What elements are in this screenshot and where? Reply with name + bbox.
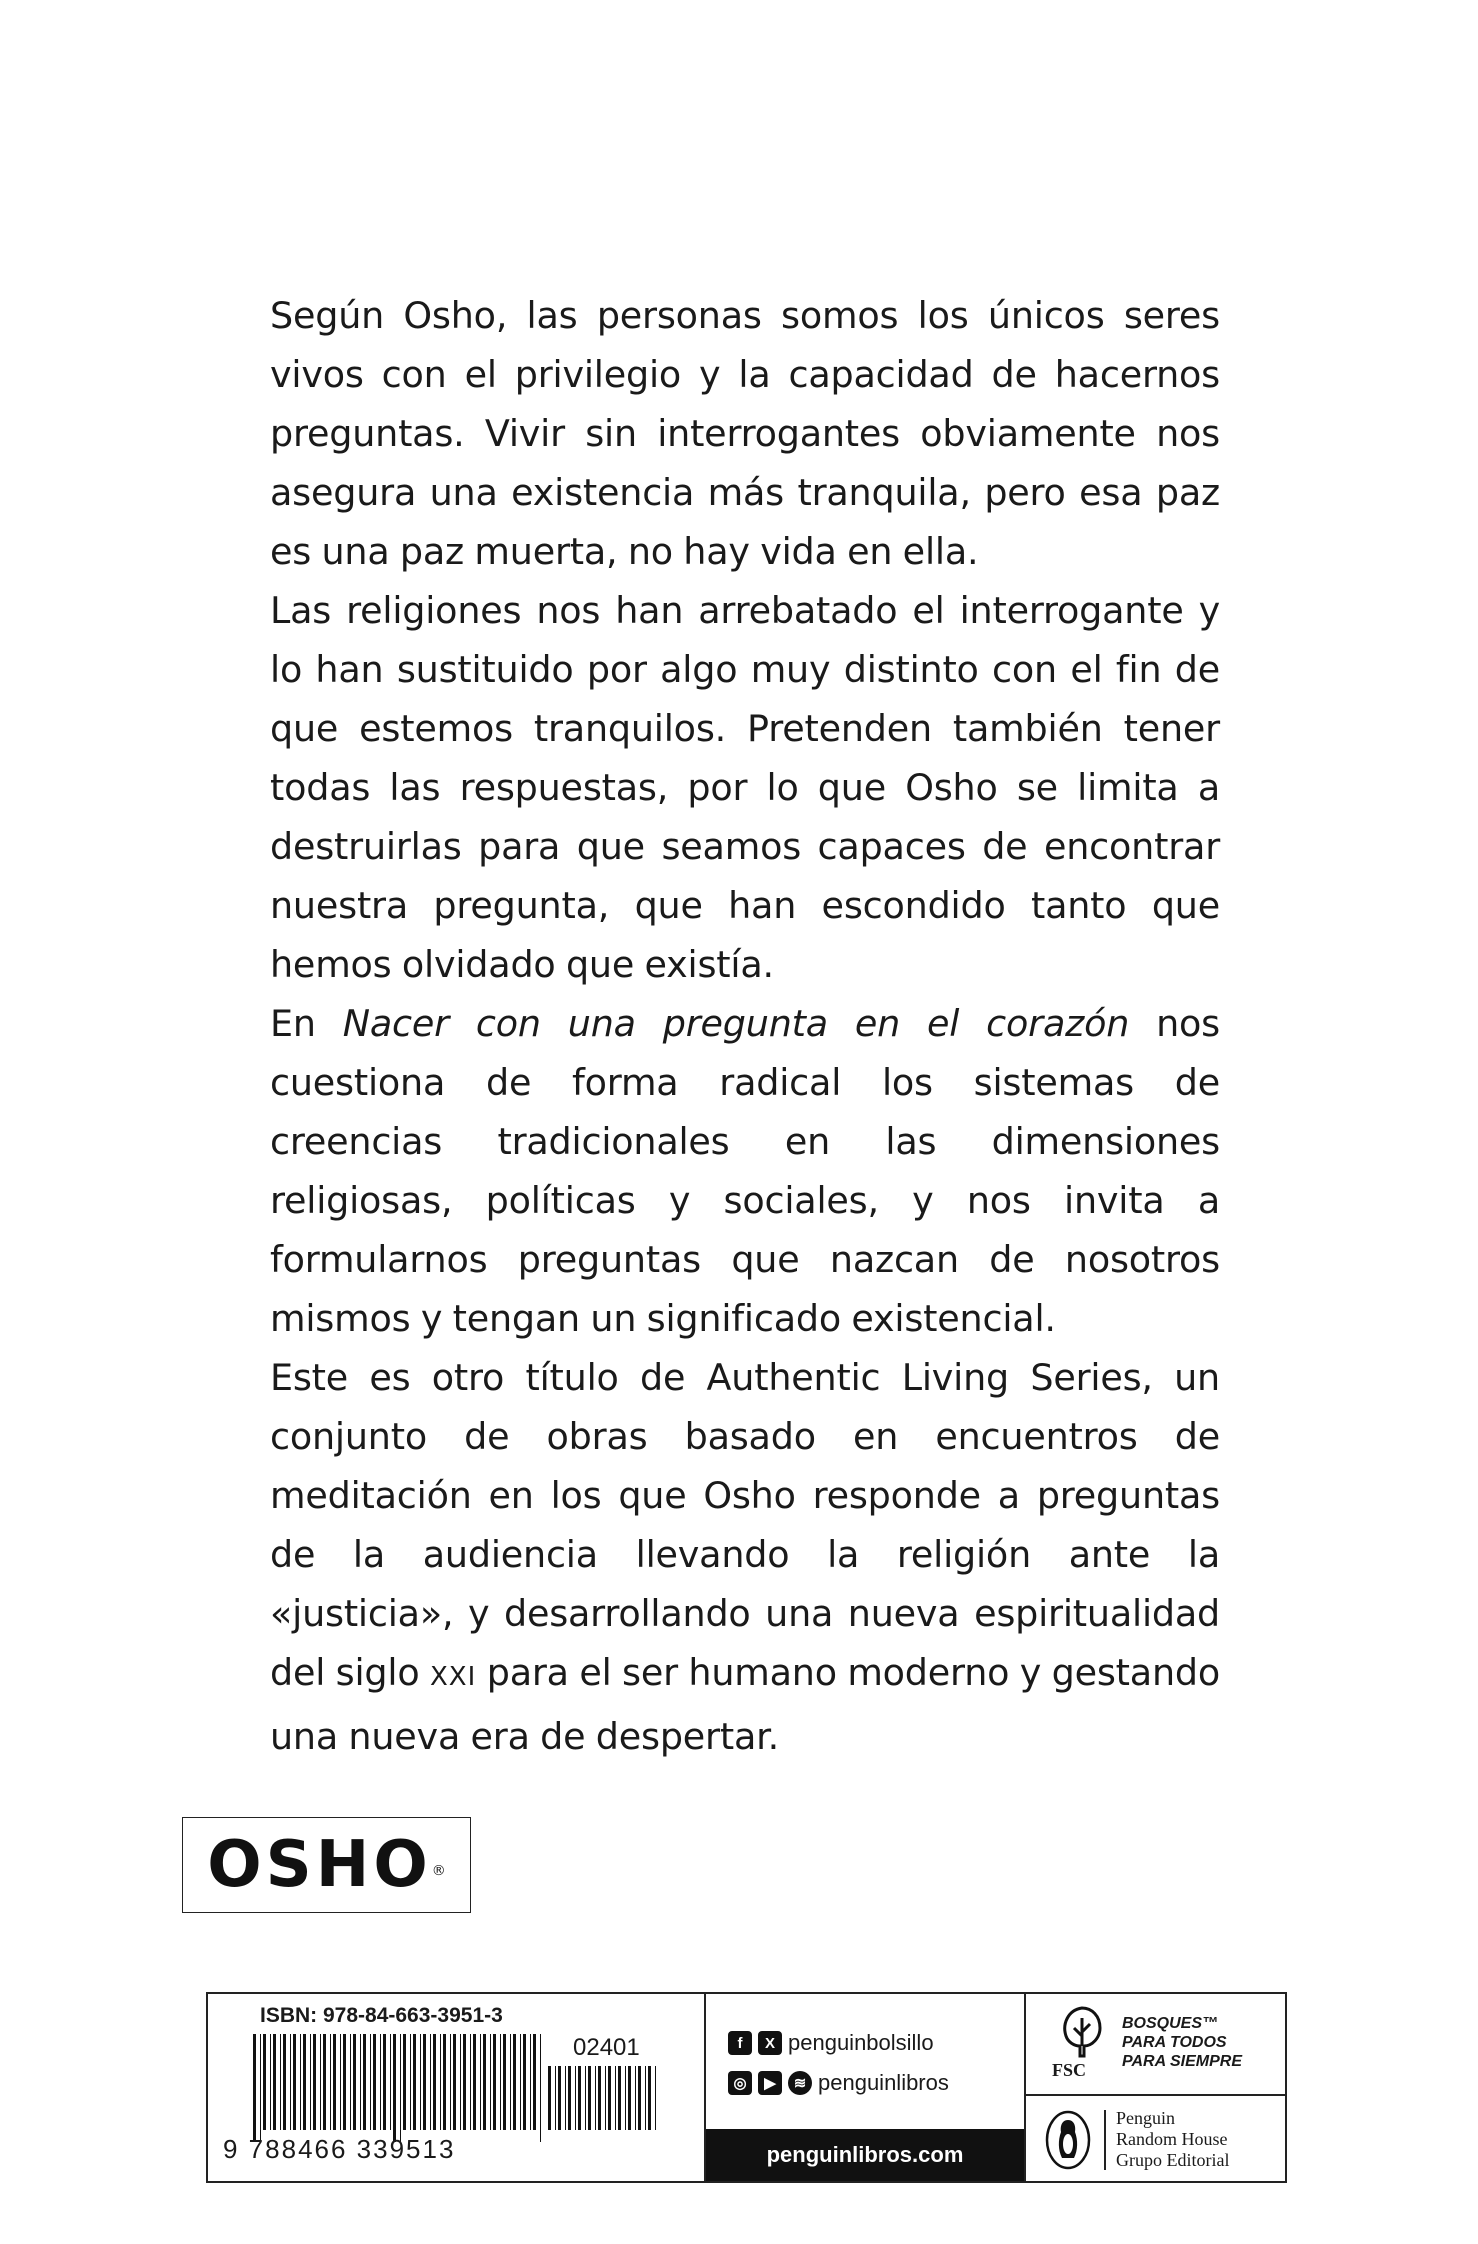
publisher-separator [1104,2110,1106,2170]
blurb-p4-pre: Este es otro título de Authentic Living Series, un conjunto de obras basado en encuentros de meditación en los que Osho responde a preguntas de la audiencia llevando la religión ante la «justicia», y desarrollando una nueva espiritualidad del siglo [270,1356,1220,1694]
blurb-paragraph-2: Las religiones nos han arrebatado el interrogante y lo han sustituido por algo muy distinto con el fin de que estemos tranquilos. Pretenden también tener todas las respuestas, por lo que Osho se limita a destruirlas para que seamos capaces de encontrar nuestra pregunta, que han escondido tanto que hemos olvidado que existía. [270,589,1220,986]
barcode-bar [615,2066,616,2130]
barcode-bar [453,2034,456,2130]
instagram-icon[interactable]: ◎ [728,2071,752,2095]
barcode-bar [443,2034,446,2130]
logos-divider [1026,2094,1285,2096]
x-icon[interactable]: X [758,2031,782,2055]
barcode-bar [263,2034,266,2130]
barcode-bar [333,2034,336,2130]
blurb-paragraph-4 [270,1348,1220,1766]
barcode-bar [370,2034,371,2130]
fsc-slogan [1122,2014,1242,2071]
barcode-bar [270,2034,271,2130]
barcode-bar [300,2034,301,2130]
fsc-line-1: BOSQUES™ [1122,2015,1219,2032]
barcode-bar [363,2034,366,2130]
ean-barcode [253,2034,543,2144]
facebook-icon[interactable]: f [728,2031,752,2055]
barcode-bar [400,2034,401,2142]
barcode-bar [343,2034,346,2130]
barcode-bar [373,2034,376,2130]
barcode-bar [273,2034,276,2130]
barcode-bar [635,2066,636,2130]
addon-barcode [548,2066,668,2144]
barcode-bar [503,2034,506,2130]
barcode-bar [440,2034,441,2130]
social-handle-libros[interactable]: penguinlibros [818,2070,949,2095]
barcode-bar [450,2034,451,2130]
barcode-bar [420,2034,421,2130]
barcode-bar [500,2034,501,2130]
website-link[interactable]: penguinlibros.com [766,2142,964,2167]
barcode-bar [548,2066,551,2130]
barcode-bar [280,2034,281,2130]
barcode-bar [353,2034,356,2130]
barcode-bar [423,2034,426,2130]
barcode-bar [533,2034,536,2130]
barcode-bar [393,2034,396,2142]
barcode-bar [383,2034,386,2130]
social-cell [706,1994,1026,2181]
barcode-bar [565,2066,566,2130]
barcode-bar [555,2066,556,2130]
barcode-bar [655,2066,656,2130]
publisher-name [1116,2108,1229,2171]
barcode-bar [588,2066,591,2130]
blurb-p4-post: para el ser humano moderno y gestando una nueva era de despertar. [270,1651,1220,1758]
barcode-bar [568,2066,571,2130]
barcode-bar [480,2034,481,2130]
social-row-bolsillo [728,2030,934,2056]
barcode-bar [520,2034,521,2130]
barcode-bar [510,2034,511,2130]
barcode-bar [330,2034,331,2130]
barcode-bar [463,2034,466,2130]
osho-logo [182,1817,471,1913]
blurb-paragraph-3 [270,994,1220,1348]
barcode-bar [360,2034,361,2130]
barcode-digits: 9 788466 339513 [223,2134,456,2164]
barcode-bar [628,2066,631,2130]
barcode-bar [340,2034,341,2130]
barcode-bar [625,2066,626,2130]
barcode-bar [513,2034,516,2130]
barcode-bar [648,2066,651,2130]
barcode-bar [605,2066,606,2130]
barcode-bar [403,2034,406,2130]
barcode-bar [350,2034,351,2130]
barcode-bar [598,2066,601,2130]
publisher-line-2: Random House [1116,2129,1228,2149]
barcode-bar [530,2034,531,2130]
barcode-bar [260,2034,261,2142]
barcode-bar [523,2034,526,2130]
barcode-bar [558,2066,561,2130]
barcode-bar [323,2034,326,2130]
isbn-label: ISBN: 978-84-663-3951-3 [260,2004,503,2027]
fsc-logo [1052,2006,1292,2086]
fsc-label: FSC [1052,2060,1087,2080]
barcode-bar [410,2034,411,2130]
barcode-bar [430,2034,431,2130]
fsc-line-2: PARA TODOS [1122,2034,1227,2051]
barcode-bar [313,2034,316,2130]
fsc-tree-icon [1058,2006,1106,2058]
barcode-bar [645,2066,646,2130]
barcode-bar [493,2034,496,2130]
barcode-bar [293,2034,296,2130]
fsc-line-3: PARA SIEMPRE [1122,2053,1243,2070]
back-cover-blurb [270,286,1220,1766]
barcode-bar [320,2034,321,2130]
barcode-bar [473,2034,476,2130]
barcode-bar [638,2066,641,2130]
barcode-bar [253,2034,256,2142]
osho-logo-word: OSHO [207,1828,432,1902]
social-handle-bolsillo[interactable]: penguinbolsillo [788,2030,934,2055]
registered-mark: ® [431,1863,446,1879]
book-title: Nacer con una pregunta en el corazón [342,1002,1130,1045]
logos-cell [1026,1994,1285,2181]
website-bar[interactable] [706,2129,1024,2181]
barcode-bar [595,2066,596,2130]
barcode-cell [208,1994,706,2181]
barcode-bar [608,2066,611,2130]
barcode-bar [310,2034,311,2130]
barcode-bar [483,2034,486,2130]
social-row-libros [728,2070,949,2096]
barcode-bar [470,2034,471,2130]
barcode-bar [413,2034,416,2130]
publisher-line-3: Grupo Editorial [1116,2150,1230,2170]
penguin-icon [1044,2110,1092,2170]
barcode-addon-code: 02401 [573,2034,640,2061]
barcode-bar [490,2034,491,2130]
legal-info-panel [206,1992,1287,2183]
barcode-bar [578,2066,581,2130]
blurb-paragraph-1: Según Osho, las personas somos los únicos seres vivos con el privilegio y la capacidad de hacernos preguntas. Vivir sin interrogantes obviamente nos asegura una existencia más tranquila, pero esa paz es una paz muerta, no hay vida en ella. [270,294,1220,573]
blurb-p3-pre: En [270,1002,343,1045]
spotify-icon[interactable]: ≋ [788,2071,812,2095]
barcode-bar [433,2034,436,2130]
barcode-bar [283,2034,286,2130]
barcode-bar [290,2034,291,2130]
publisher-logo [1044,2104,1304,2176]
barcode-bar [380,2034,381,2130]
publisher-line-1: Penguin [1116,2108,1176,2128]
barcode-bar [303,2034,306,2130]
youtube-icon[interactable]: ▶ [758,2071,782,2095]
century-numeral: XXI [429,1662,477,1692]
barcode-bar [585,2066,586,2130]
barcode-bar [618,2066,621,2130]
barcode-bar [575,2066,576,2130]
blurb-p3-post: nos cuestiona de forma radical los sistemas de creencias tradicionales en las dimensiones religiosas, políticas y sociales, y nos invita a formularnos preguntas que nazcan de nosotros mismos y tengan un significado existencial. [270,1002,1220,1340]
barcode-bar [390,2034,391,2130]
barcode-bar [460,2034,461,2130]
barcode-bar [540,2034,541,2142]
